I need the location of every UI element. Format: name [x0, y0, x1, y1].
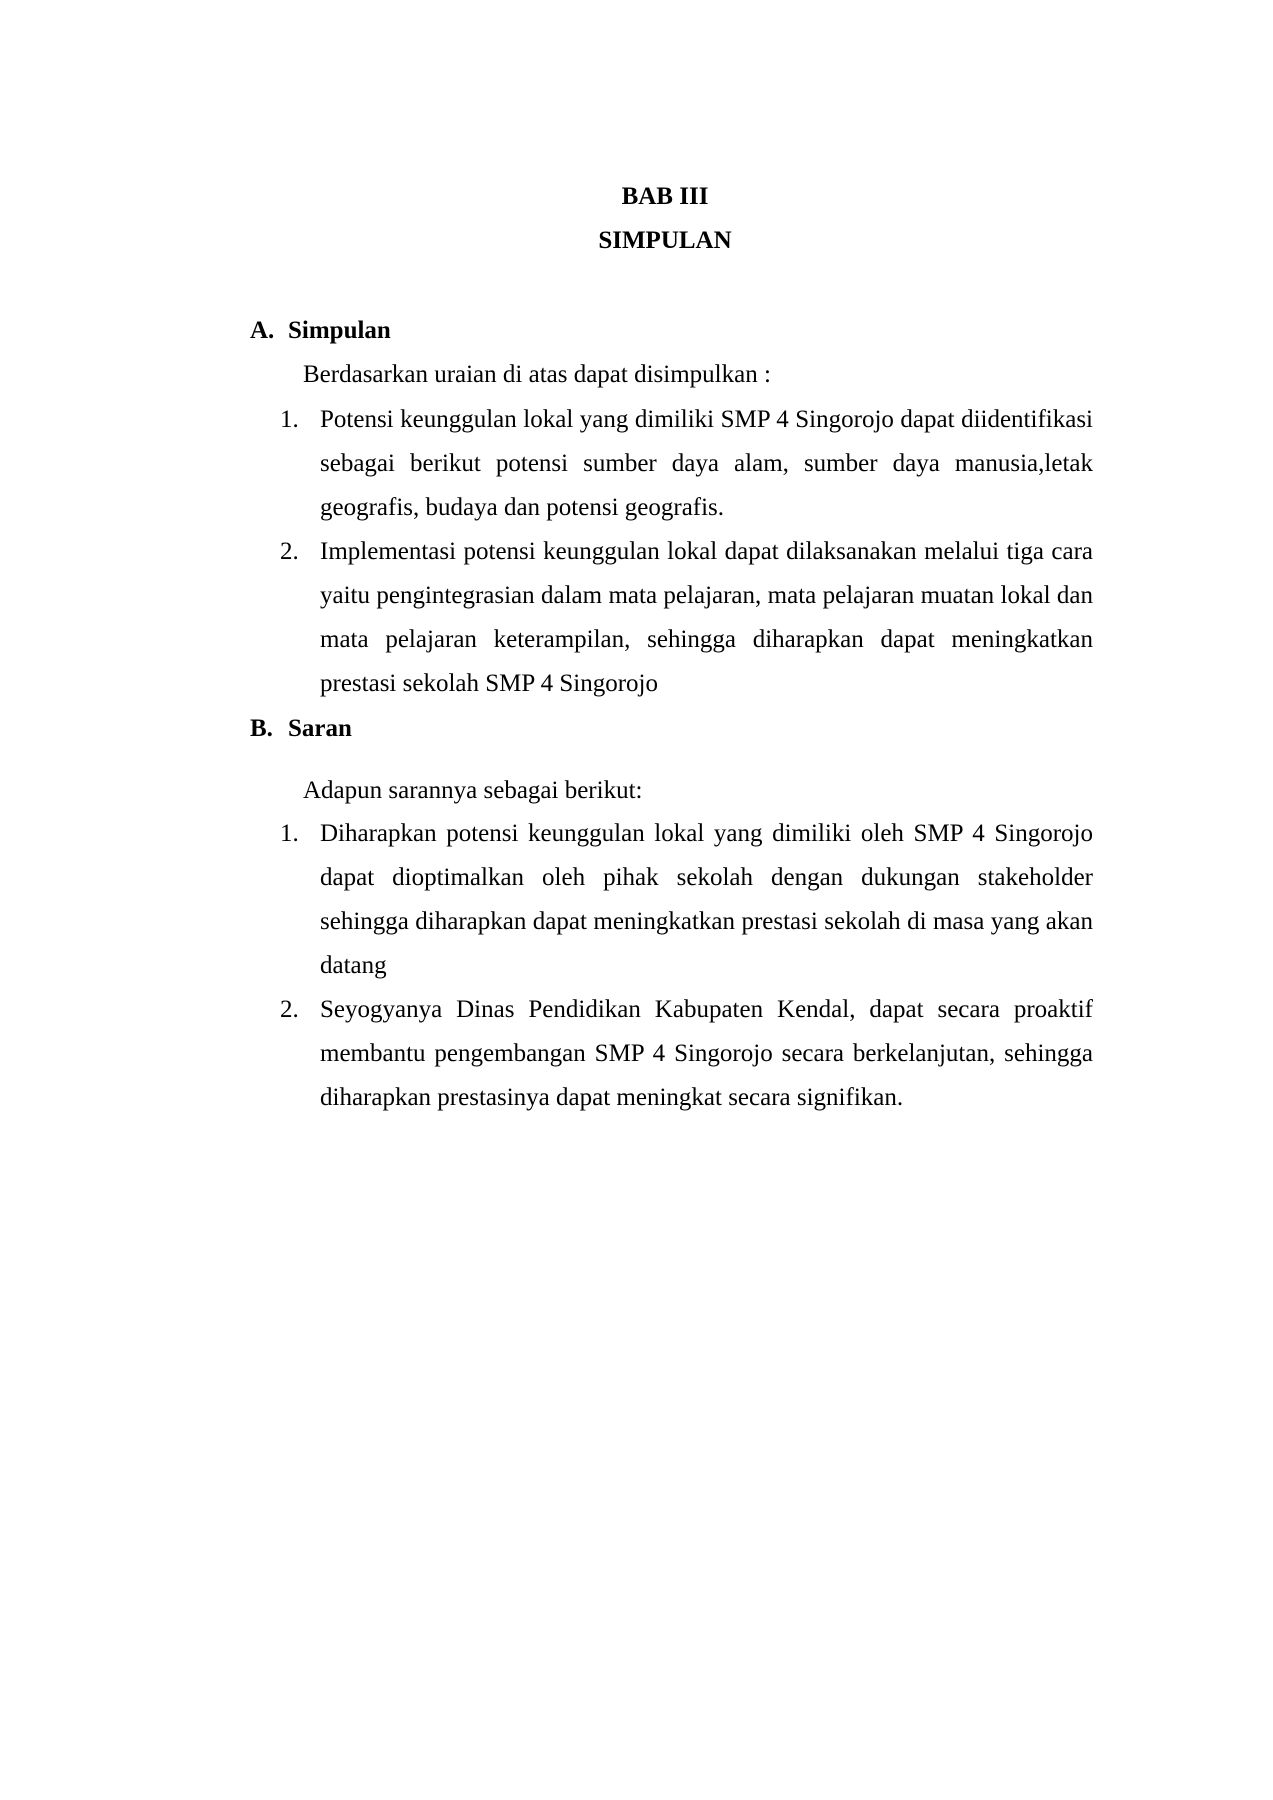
list-item — [280, 398, 1093, 530]
section-intro: Adapun sarannya sebagai berikut: — [303, 777, 643, 804]
section-title: Saran — [288, 715, 352, 742]
section-heading-simpulan — [250, 316, 391, 346]
section-heading-saran — [250, 714, 352, 744]
list-item-text: Seyogyanya Dinas Pendidikan Kabupaten Kendal, dapat secara proaktif membantu pengembangan SMP 4 Singorojo secara berkelanjutan, sehingga diharapkan prestasinya dapat meningkat secara signifikan. — [320, 996, 1093, 1111]
chapter-title: SIMPULAN — [598, 227, 732, 254]
section-intro: Berdasarkan uraian di atas dapat disimpulkan : — [303, 361, 771, 388]
section-title: Simpulan — [288, 317, 391, 344]
list-item-number: 1. — [280, 820, 299, 847]
section-letter: A. — [250, 317, 275, 344]
conclusion-list — [280, 398, 1093, 706]
list-item-number: 2. — [280, 538, 299, 565]
list-item — [280, 530, 1093, 706]
list-item-text: Diharapkan potensi keunggulan lokal yang dimiliki oleh SMP 4 Singorojo dapat dioptimalkan oleh pihak sekolah dengan dukungan stakeholder sehingga diharapkan dapat meningkatkan prestasi sekolah di masa yang akan datang — [320, 820, 1093, 979]
suggestion-list — [280, 812, 1093, 1120]
list-item-number: 2. — [280, 996, 299, 1023]
list-item-text: Implementasi potensi keunggulan lokal dapat dilaksanakan melalui tiga cara yaitu pengintegrasian dalam mata pelajaran, mata pelajaran muatan lokal dan mata pelajaran keterampilan, sehingga diharapkan dapat meningkatkan prestasi sekolah SMP 4 Singorojo — [320, 538, 1093, 697]
chapter-number: BAB III — [621, 183, 709, 210]
section-letter: B. — [250, 715, 273, 742]
list-item-text: Potensi keunggulan lokal yang dimiliki SMP 4 Singorojo dapat diidentifikasi sebagai berikut potensi sumber daya alam, sumber daya manusia,letak geografis, budaya dan potensi geografis. — [320, 406, 1093, 521]
list-item-number: 1. — [280, 406, 299, 433]
list-item — [280, 812, 1093, 988]
list-item — [280, 988, 1093, 1120]
